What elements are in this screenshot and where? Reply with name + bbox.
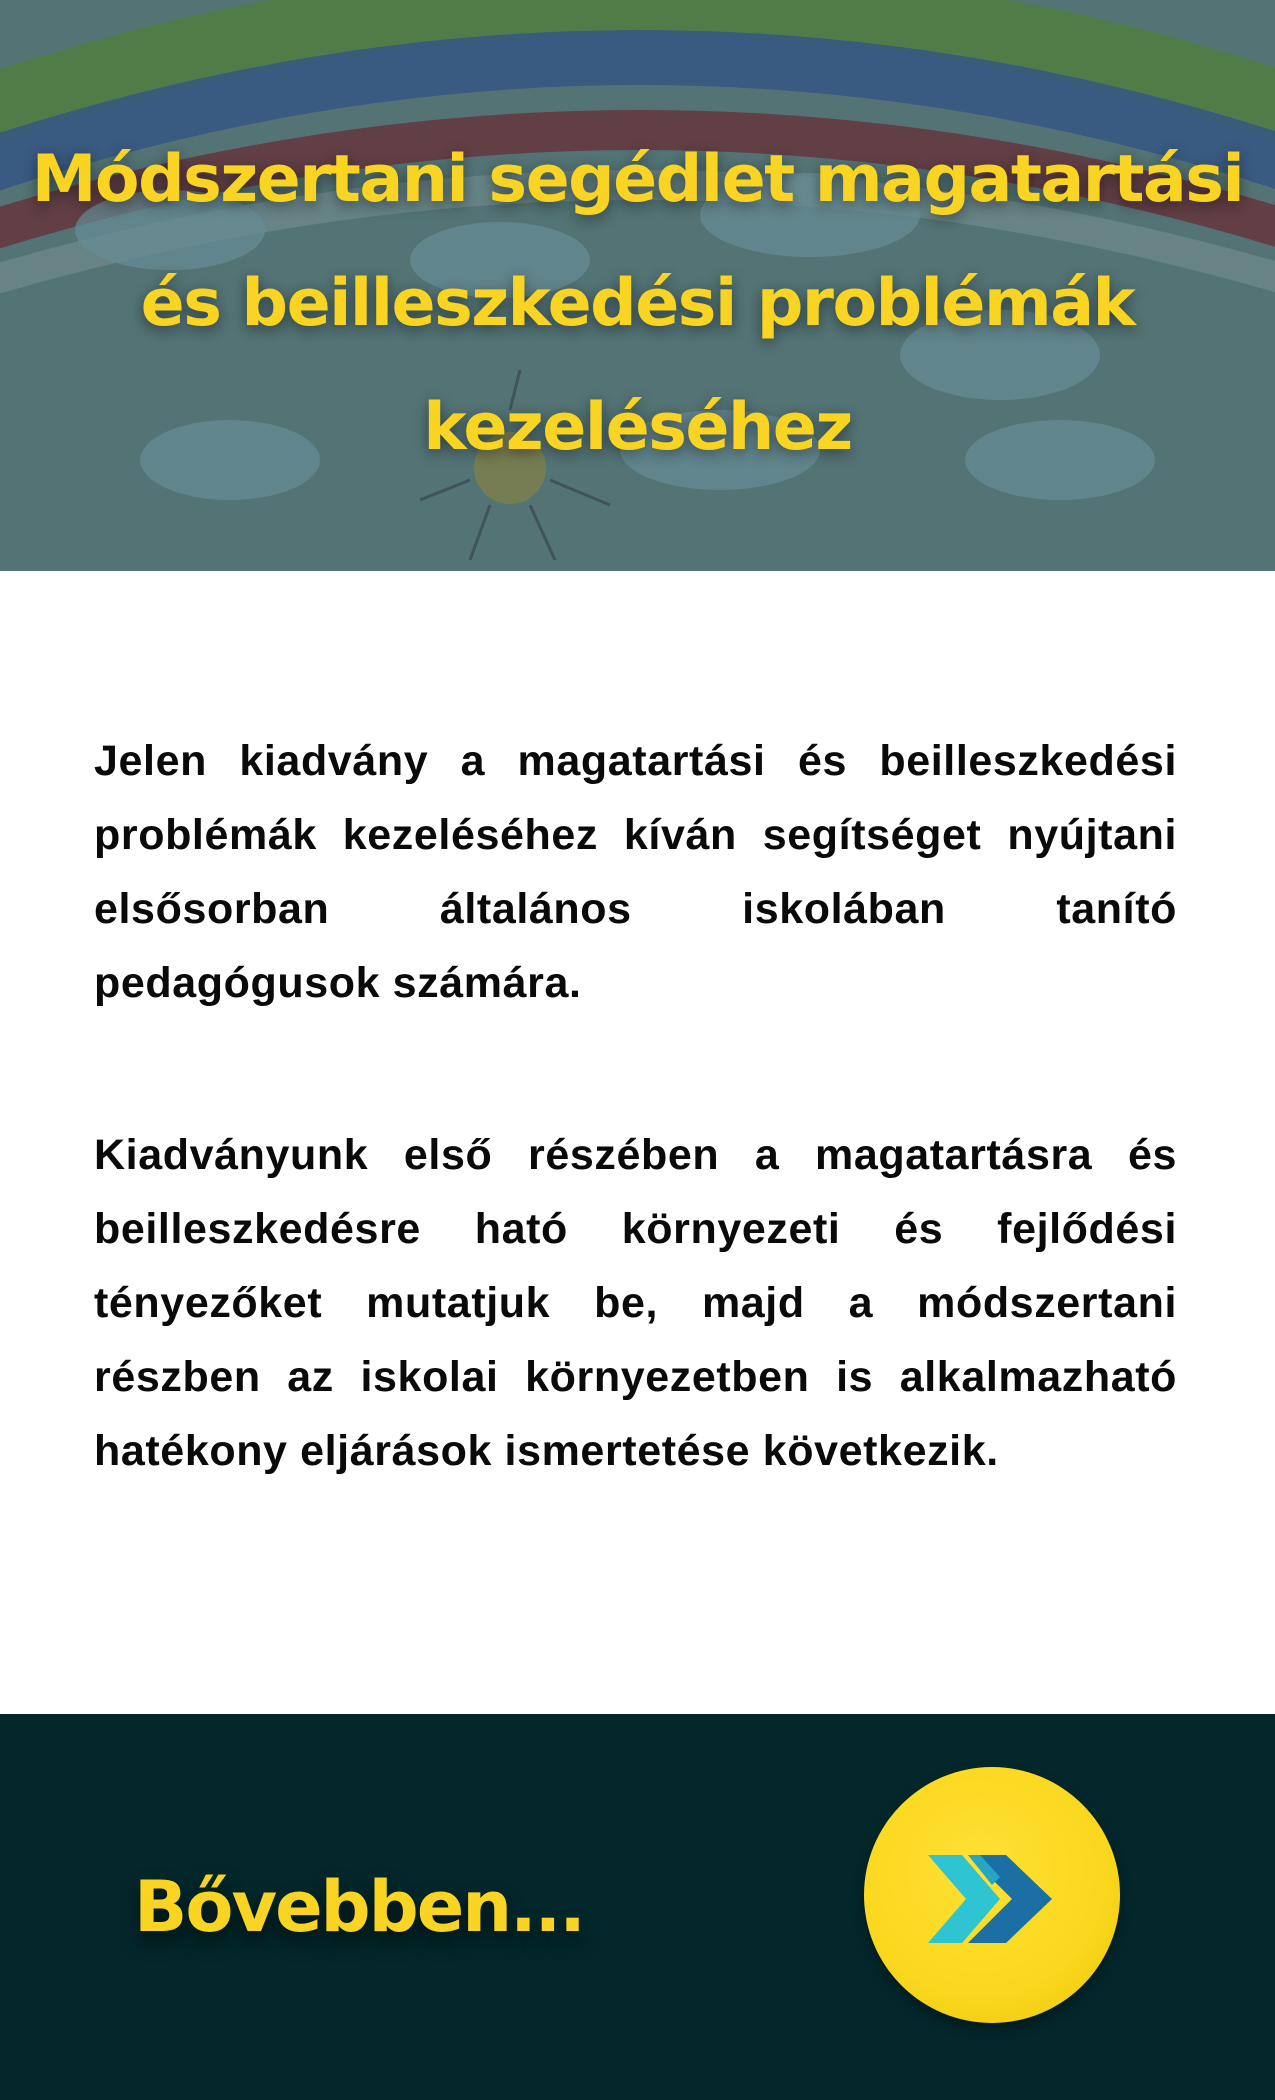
hero-banner xyxy=(0,0,1275,571)
intro-paragraph: Jelen kiadvány a magatartási és beilleszkedési problémák kezeléséhez kíván segítséget nyújtani elsősorban általános iskolában tanító pedagógusok számára. xyxy=(94,737,1177,1007)
next-button[interactable] xyxy=(864,1767,1120,2023)
page-title: Módszertani segédlet magatartási és beilleszkedési problémák kezeléséhez xyxy=(31,142,1244,465)
more-link[interactable]: Bővebben... xyxy=(134,1866,584,1948)
double-chevron-right-icon xyxy=(928,1855,1072,1943)
intro-paragraph: Kiadványunk első részében a magatartásra és beilleszkedésre ható környezeti és fejlődési tényezőket mutatjuk be, majd a módszertani részben az iskolai környezetben is alkalmazható hatékony eljárások ismertetése következik. xyxy=(94,1131,1177,1475)
intro-content xyxy=(94,724,1177,1488)
